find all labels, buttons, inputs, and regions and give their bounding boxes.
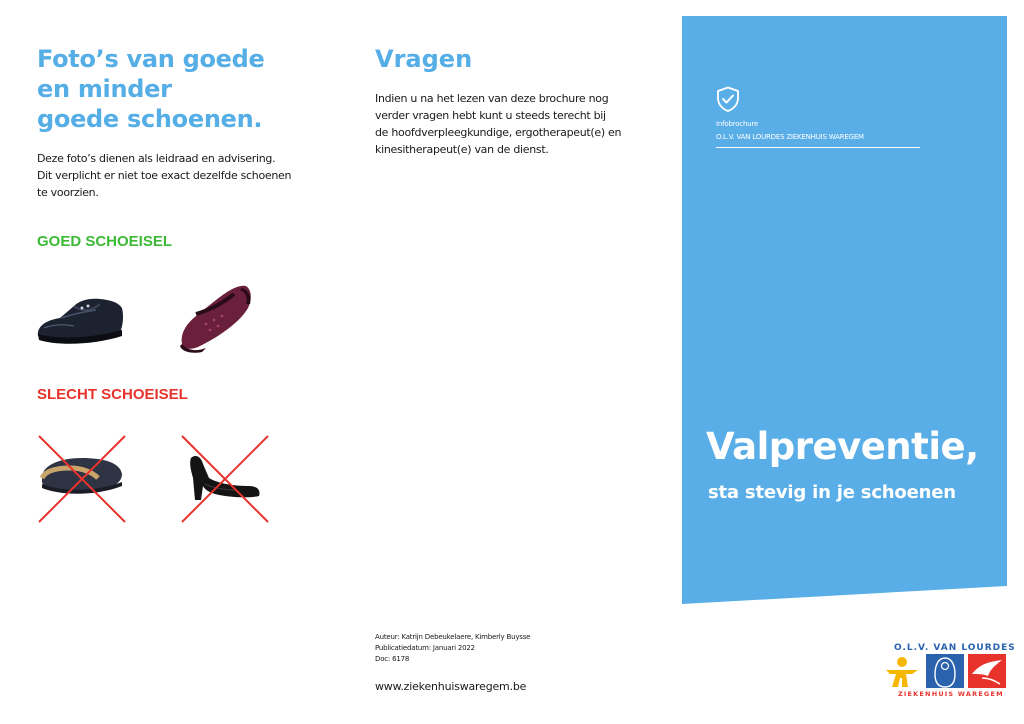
title-line: Foto’s van goede — [37, 45, 265, 73]
publication-date-line: Publicatiedatum: Januari 2022 — [375, 644, 475, 652]
questions-line: verder vragen hebt kunt u steeds terecht bij — [375, 109, 606, 122]
intro-line: Deze foto’s dienen als leidraad en advisering. — [37, 152, 276, 165]
good-footwear-heading: GOED SCHOEISEL — [37, 233, 173, 250]
intro-paragraph — [37, 150, 307, 201]
website-link[interactable]: www.ziekenhuiswaregem.be — [375, 680, 527, 693]
crossed-out-high-heel-image — [179, 434, 271, 524]
questions-line: kinesitherapeut(e) van de dienst. — [375, 143, 549, 156]
cover-subtitle: sta stevig in je schoenen — [708, 482, 956, 503]
cover-title: Valpreventie, — [706, 425, 979, 468]
bad-footwear-heading: SLECHT SCHOEISEL — [37, 386, 188, 403]
title-line: en minder — [37, 75, 172, 103]
colophon — [375, 632, 635, 665]
burgundy-strap-shoe-image — [176, 278, 254, 354]
questions-paragraph — [375, 90, 645, 158]
black-lace-up-shoe-image — [34, 290, 126, 348]
intro-line: Dit verplicht er niet toe exact dezelfde schoenen — [37, 169, 292, 182]
crossed-out-slipper-image — [36, 434, 128, 524]
brochure-type-label: Infobrochure — [716, 120, 759, 128]
logo-bottom-text: ZIEKENHUIS WAREGEM — [898, 690, 1004, 698]
brochure-section-title — [37, 44, 297, 134]
hospital-label: O.L.V. VAN LOURDES ZIEKENHUIS WAREGEM — [716, 133, 864, 141]
author-line: Auteur: Katrijn Debeukelaere, Kimberly Buysse — [375, 633, 531, 641]
intro-line: te voorzien. — [37, 186, 99, 199]
hospital-logo-image — [882, 654, 1008, 688]
logo-top-text: O.L.V. VAN LOURDES — [894, 643, 1016, 653]
panel-divider — [716, 147, 920, 148]
title-line: goede schoenen. — [37, 105, 263, 133]
questions-line: Indien u na het lezen van deze brochure nog — [375, 92, 609, 105]
questions-line: de hoofdverpleegkundige, ergotherapeut(e) en — [375, 126, 622, 139]
shield-check-icon — [716, 86, 740, 112]
questions-title: Vragen — [375, 45, 473, 73]
doc-number-line: Doc: 6178 — [375, 655, 410, 663]
